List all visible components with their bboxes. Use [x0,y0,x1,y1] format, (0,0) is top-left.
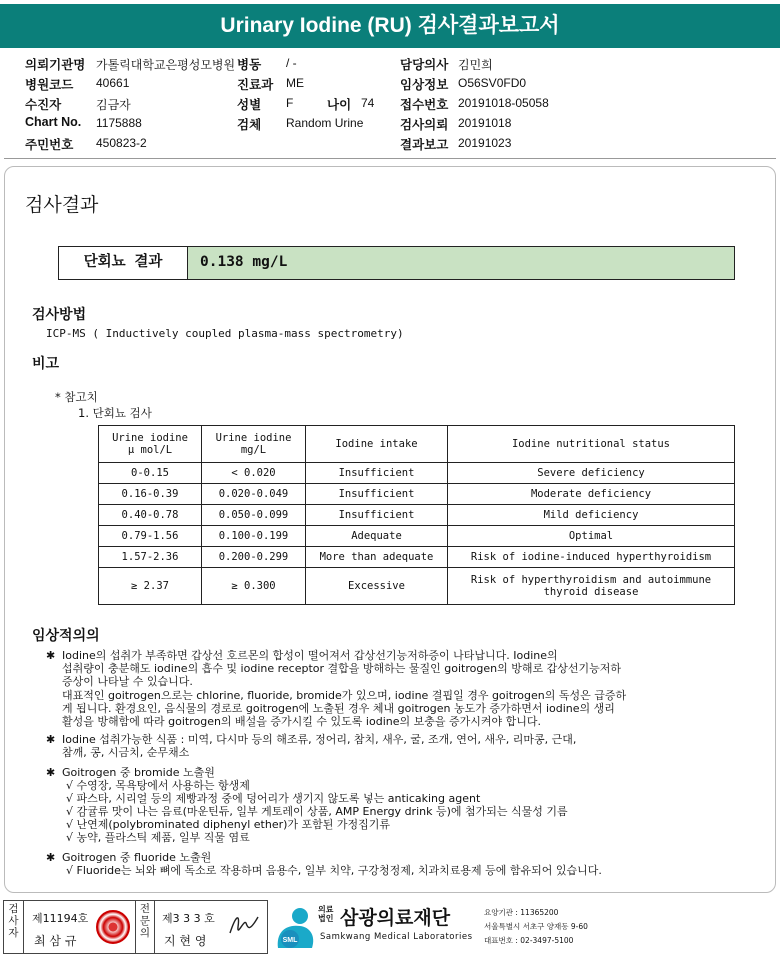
table-row [99,547,735,568]
cell-status: Risk of iodine-induced hyperthyroidism [448,547,735,568]
specimen-value: Random Urine [286,116,364,130]
status-line2: thyroid disease [543,586,639,598]
cell-intake: Insufficient [306,505,448,526]
cell-status [448,568,735,605]
cell-status: Optimal [448,526,735,547]
bullet-icon: ✱ [46,649,56,662]
seal-icon [96,910,130,944]
patient-label: 수진자 [25,98,62,112]
doctor-value: 김민희 [458,58,493,72]
clinical-p1-line2: 섭취량이 충분해도 iodine의 흡수 및 iodine receptor 결합을 방해하는 물질인 goitrogen의 방해로 갑상선기능저하 [62,662,621,675]
clinical-p1-line1: Iodine의 섭취가 부족하면 갑상선 호르몬의 합성이 떨어져서 갑상선기능저하증이 나타납니다. Iodine의 [62,649,558,662]
specialist-name: 지 현 영 [164,934,207,948]
cell-mgl: ≥ 0.300 [202,568,306,605]
header-umol [99,426,202,463]
request-date-value: 20191018 [458,116,512,130]
reference-table [98,425,735,605]
header-umol-line1: Urine iodine [112,432,188,444]
table-row [99,568,735,605]
org-english-name: Samkwang Medical Laboratories [320,932,473,942]
receipt-label: 접수번호 [400,98,449,112]
cell-intake: Adequate [306,526,448,547]
report-title-banner [0,4,780,48]
chart-no-value: 1175888 [96,116,142,130]
signature-box [3,900,268,954]
cell-intake: Insufficient [306,463,448,484]
table-header-row [99,426,735,463]
ward-value: / - [286,56,297,70]
org-line1: 요양기관 : 11365200 [484,908,559,917]
org-prefix-top: 의료 [318,905,334,914]
table-row [99,505,735,526]
reference-subtitle: 1. 단회뇨 검사 [78,406,152,420]
cell-mgl: 0.200-0.299 [202,547,306,568]
cell-mgl: < 0.020 [202,463,306,484]
result-value: 0.138 mg/L [188,247,734,279]
org-line2: 서울특별시 서초구 양재동 9-60 [484,922,588,931]
list-item: √ Fluoride는 뇌와 뼈에 독소로 작용하며 음용수, 일부 치약, 구강청정제, 치과치료용제 등에 함유되어 있습니다. [66,864,602,877]
clinical-p3-title: Goitrogen 중 bromide 노출원 [62,766,215,779]
list-item: √ 농약, 플라스틱 제품, 일부 직물 염료 [66,831,250,844]
cell-mgl: 0.050-0.099 [202,505,306,526]
header-intake: Iodine intake [306,426,448,463]
examiner-name: 최 삼 규 [34,934,77,948]
method-text: ICP-MS ( Inductively coupled plasma-mass spectrometry) [46,327,404,340]
institution-value: 가톨릭대학교은평성모병원 [96,58,236,72]
dept-label: 진료과 [237,78,274,92]
patient-info [0,53,780,153]
cell-mgl: 0.020-0.049 [202,484,306,505]
age-value: 74 [361,96,375,110]
remarks-title: 비고 [32,356,60,372]
receipt-value: 20191018-05058 [458,96,549,110]
list-item: √ 감귤류 맛이 나는 음료(마운틴듀, 일부 게토레이 상품, AMP Energy drink 등)에 첨가되는 식물성 기름 [66,805,568,818]
examiner-label: 검사자 [4,901,24,953]
rrn-label: 주민번호 [25,138,74,152]
cell-umol: 0.16-0.39 [99,484,202,505]
result-box [58,246,735,280]
specialist-label: 전문의 [135,901,155,953]
cell-mgl: 0.100-0.199 [202,526,306,547]
table-row [99,484,735,505]
report-date-label: 결과보고 [400,138,449,152]
rrn-value: 450823-2 [96,136,147,150]
sml-logo-icon [272,902,318,952]
age-label: 나이 [327,98,352,112]
bullet-icon: ✱ [46,766,56,779]
report-title: Urinary Iodine (RU) 검사결과보고서 [220,14,560,37]
header-mgl-line1: Urine iodine [215,432,292,444]
cell-umol: 0.79-1.56 [99,526,202,547]
clinical-p4-title: Goitrogen 중 fluoride 노출원 [62,851,212,864]
clinical-p2-line2: 참깨, 콩, 시금치, 순무채소 [62,746,190,759]
chart-no-label: Chart No. [25,115,82,129]
doctor-label: 담당의사 [400,58,449,72]
status-line1: Risk of hyperthyroidism and autoimmune [470,574,712,586]
list-item: √ 난연제(polybrominated diphenyl ether)가 포함된 가정집기류 [66,818,391,831]
section-title-results: 검사결과 [25,194,99,216]
clinical-p1-line5: 게 됩니다. 환경요인, 음식물의 경로로 goitrogen에 노출된 경우 체내 goitrogen 농도가 증가하면서 iodine의 생리 [62,702,615,715]
list-item: √ 파스타, 시리얼 등의 제빵과정 중에 덩어리가 생기지 않도록 넣는 anticaking agent [66,792,481,805]
cell-umol: ≥ 2.37 [99,568,202,605]
sex-value: F [286,96,294,110]
cell-intake: Insufficient [306,484,448,505]
method-title: 검사방법 [32,307,87,323]
clinical-title: 임상적의의 [32,628,100,644]
cell-intake: More than adequate [306,547,448,568]
ward-label: 병동 [237,58,262,72]
org-name: 삼광의료재단 [340,907,451,929]
reference-title: * 참고치 [55,390,98,404]
list-item: √ 수영장, 목욕탕에서 사용하는 항생제 [66,779,250,792]
divider [4,158,776,159]
org-line3: 대표번호 : 02-3497-5100 [484,936,574,945]
cell-intake: Excessive [306,568,448,605]
header-mgl-line2: mg/L [240,444,267,456]
header-mgl [202,426,306,463]
table-row [99,463,735,484]
clinical-p1-line3: 증상이 나타날 수 있습니다. [62,675,193,688]
cell-status: Moderate deficiency [448,484,735,505]
request-date-label: 검사의뢰 [400,118,449,132]
clinical-p2-line1: Iodine 섭취가능한 식품 : 미역, 다시마 등의 해조류, 정어리, 참치, 새우, 굴, 조개, 연어, 새우, 리마콩, 근대, [62,733,577,746]
dept-value: ME [286,76,304,90]
cell-status: Severe deficiency [448,463,735,484]
bullet-icon: ✱ [46,733,56,746]
result-label: 단회뇨 결과 [59,247,188,279]
header-status: Iodine nutritional status [448,426,735,463]
sml-logo-text: SML [282,937,298,944]
institution-label: 의뢰기관명 [25,58,86,72]
bullet-icon: ✱ [46,851,56,864]
specialist-number: 제3 3 3 호 [162,912,215,925]
hospital-code-value: 40661 [96,76,130,90]
specimen-label: 검체 [237,118,262,132]
patient-value: 김금자 [96,98,131,112]
clinical-p1-line6: 활성을 방해함에 따라 goitrogen의 배설을 증가시킬 수 있도록 iodine의 보충을 증가시켜야 합니다. [62,715,541,728]
examiner-number: 제11194호 [32,912,89,925]
clinical-info-value: O56SV0FD0 [458,76,527,90]
cell-umol: 0.40-0.78 [99,505,202,526]
cell-umol: 0-0.15 [99,463,202,484]
cell-umol: 1.57-2.36 [99,547,202,568]
report-date-value: 20191023 [458,136,512,150]
sex-label: 성별 [237,98,262,112]
hospital-code-label: 병원코드 [25,78,74,92]
signature-icon [226,909,262,943]
clinical-info-label: 임상정보 [400,78,449,92]
footer [0,900,780,960]
table-row [99,526,735,547]
org-prefix-bottom: 법인 [318,914,334,923]
cell-status: Mild deficiency [448,505,735,526]
header-umol-line2: μ mol/L [127,444,173,456]
clinical-p1-line4: 대표적인 goitrogen으로는 chlorine, fluoride, bromide가 있으며, iodine 결핍일 경우 goitrogen의 독성은 급증하 [62,689,627,702]
